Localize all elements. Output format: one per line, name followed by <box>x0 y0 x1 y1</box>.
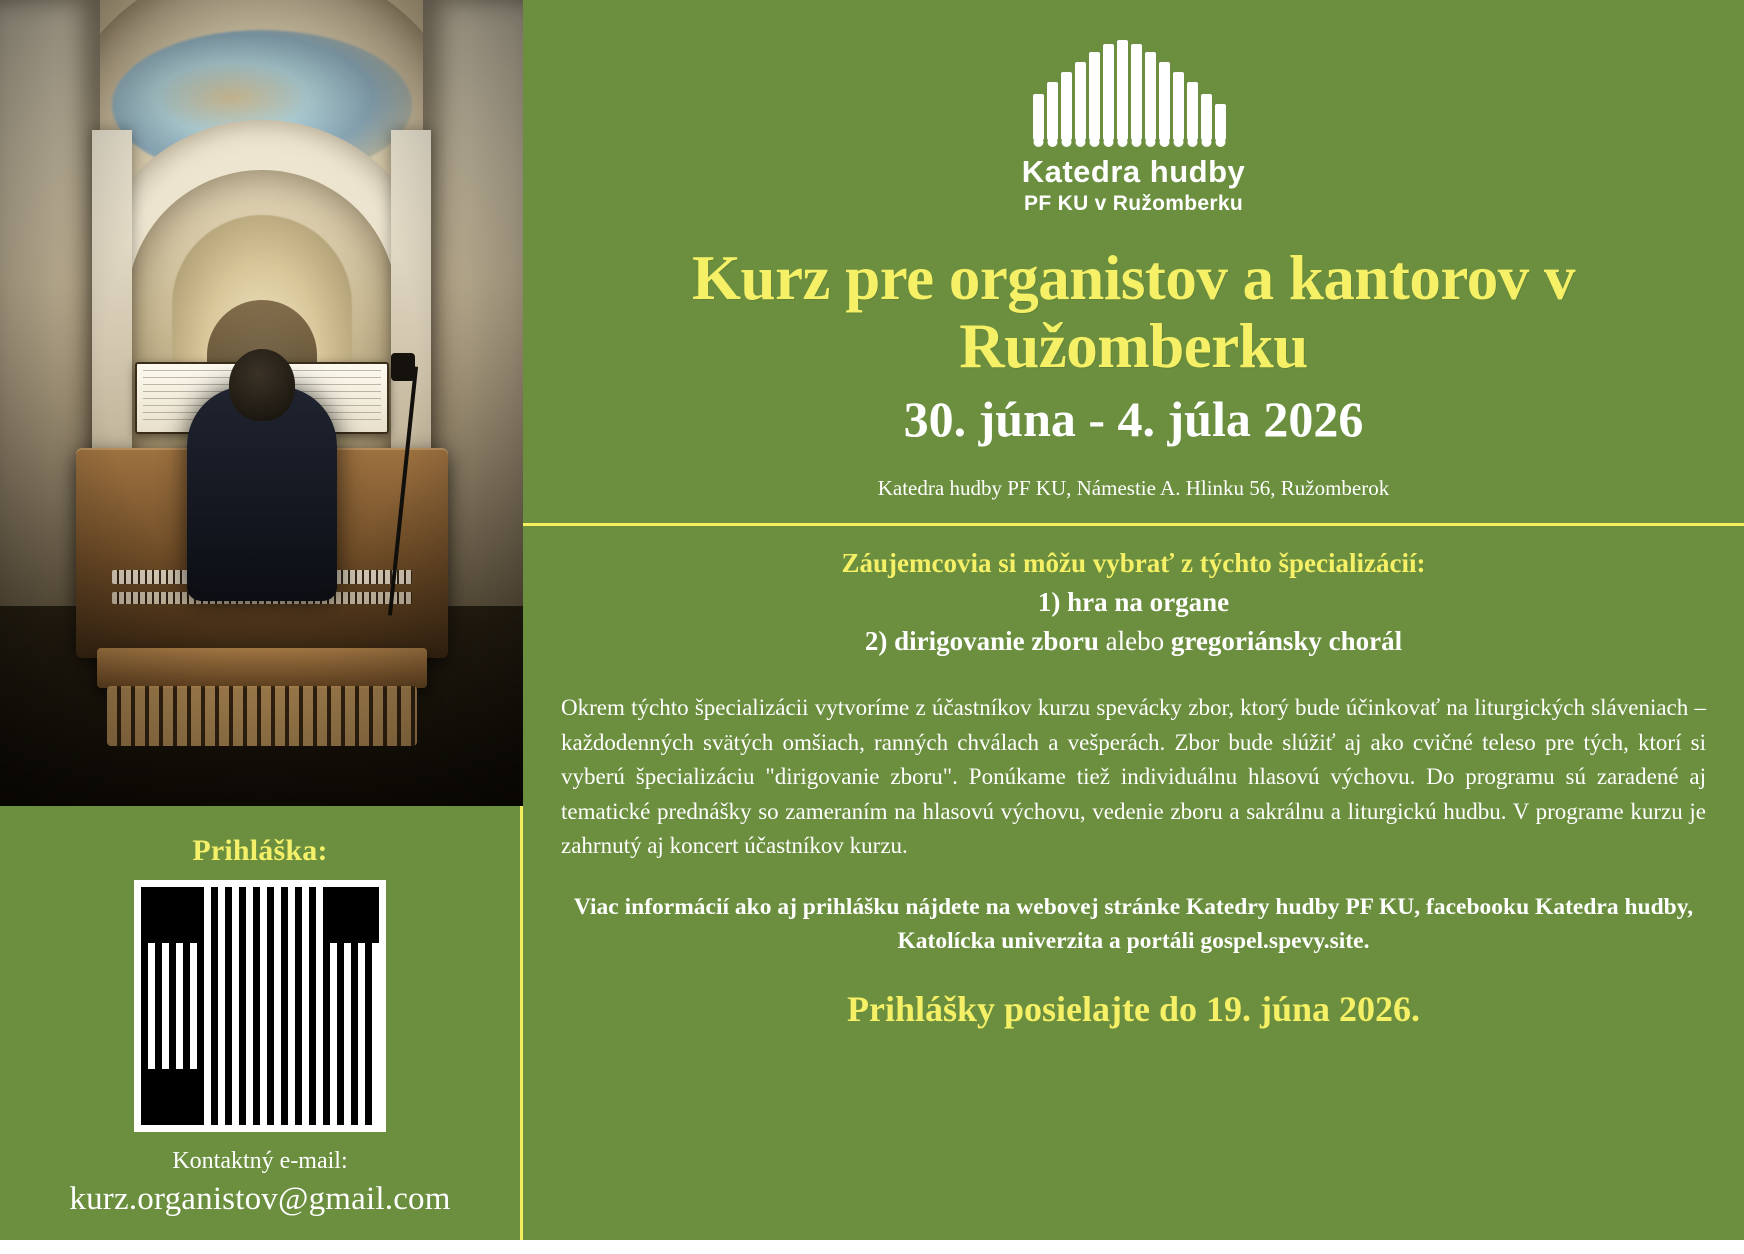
application-label: Prihláška: <box>192 834 328 867</box>
qr-code-image <box>141 887 379 1125</box>
more-information-text: Viac informácií ako aj prihlášku nájdete na webovej stránke Katedry hudby PF KU, facebooku Katedra hudby, Katolícka univerzita a portáli gospel.spevy.site. <box>573 893 1694 954</box>
contact-email-label: Kontaktný e-mail: <box>172 1148 348 1174</box>
right-column <box>523 0 1744 1240</box>
venue-address: Katedra hudby PF KU, Námestie A. Hlinku 56, Ružomberok <box>877 476 1390 501</box>
specialization-item-1-text: 1) hra na organe <box>1037 587 1230 618</box>
qr-code[interactable] <box>134 880 386 1132</box>
organist-playing-church-organ-photo <box>0 0 523 806</box>
left-column <box>0 0 523 1240</box>
department-logo <box>557 0 1710 216</box>
logo-title: Katedra hudby <box>1021 154 1246 189</box>
application-deadline: Prihlášky posielajte do 19. júna 2026. <box>846 988 1421 1029</box>
specialization-item-2 <box>557 626 1710 657</box>
specialization-item-1 <box>557 587 1710 618</box>
logo-subtitle: PF KU v Ružomberku <box>1024 192 1243 215</box>
organ-pipes-icon <box>1029 38 1239 148</box>
divider <box>523 523 1744 526</box>
specialization-item-2-prefix: 2) dirigovanie zboru <box>864 626 1099 657</box>
specializations-heading: Záujemcovia si môžu vybrať z týchto špecializácií: <box>841 548 1426 579</box>
course-dates: 30. júna - 4. júla 2026 <box>903 391 1364 448</box>
left-bottom-panel <box>0 806 520 1254</box>
page-title: Kurz pre organistov a kantorov v Ružomberku <box>692 243 1575 382</box>
specialization-item-2-suffix: gregoriánsky chorál <box>1170 626 1403 657</box>
photo-vignette <box>0 0 523 806</box>
description-paragraph: Okrem týchto špecializácii vytvoríme z účastníkov kurzu spevácky zbor, ktorý bude účinkovať na liturgických sláveniach – každodenných svätých omšiach, ranných chválach a vešperách. Zbor bude slúžiť aj ako cvičné teleso pre tých, ktorí si vyberú špecializáciu "dirigovanie zboru". Ponúkame tiež individuálnu hlasovú výchovu. Do programu sú zaradené aj tematické prednášky so zameraním na hlasovú výchovu, vedenie zboru a sakrálnu a liturgickú hudbu. V programe kurzu je zahrnutý aj koncert účastníkov kurzu. <box>561 695 1706 859</box>
contact-email-value[interactable]: kurz.organistov@gmail.com <box>69 1181 451 1217</box>
specialization-item-2-conjunction: alebo <box>1098 626 1171 657</box>
